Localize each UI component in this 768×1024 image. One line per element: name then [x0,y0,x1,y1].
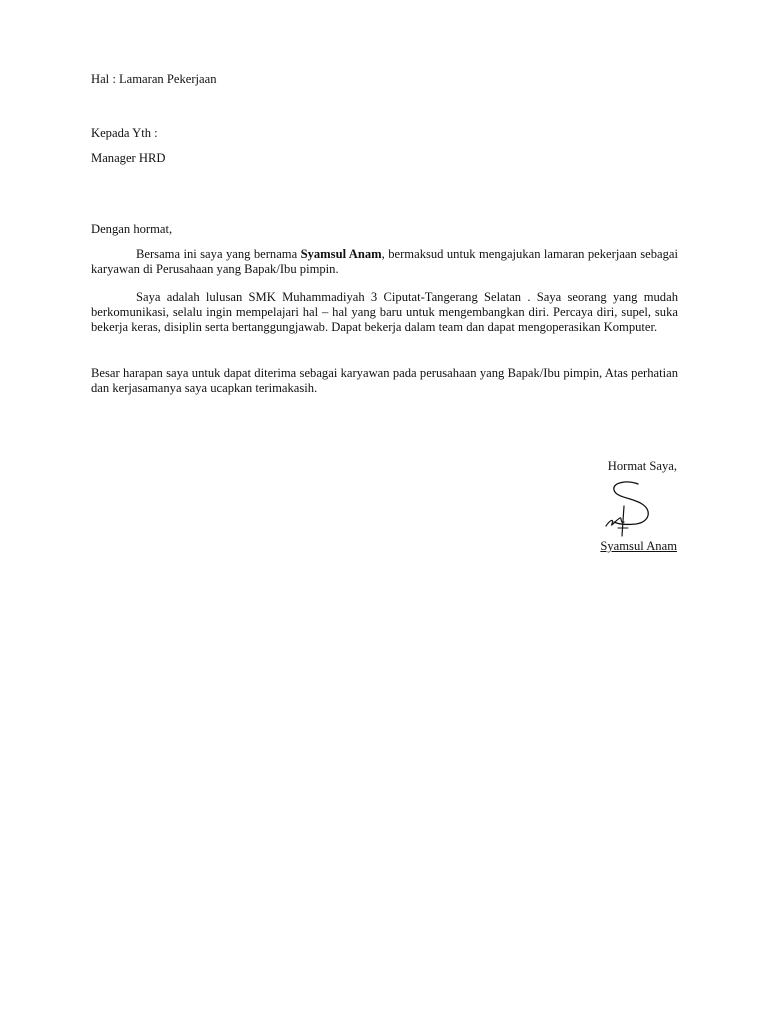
paragraph-1-rest: , bermaksud untuk mengajukan lamaran pekerjaan sebagai karyawan di Perusahaan yang Bapak/Ibu pimpin. [91,247,678,276]
paragraph-2 [91,290,678,335]
closing: Hormat Saya, [607,459,677,473]
paragraph-2-text: Saya adalah lulusan SMK Muhammadiyah 3 Ciputat-Tangerang Selatan . Saya seorang yang mudah berkomunikasi, selalu ingin mempelajari hal – hal yang baru untuk mengembangkan diri. Percaya diri, supel, suka bekerja keras, disiplin serta bertanggungjawab. Dapat bekerja dalam team dan dapat mengoperasikan Komputer. [91,290,678,334]
recipient-line-2: Manager HRD [91,151,166,165]
paragraph-1 [91,247,678,277]
paragraph-1-intro: Bersama ini saya yang bernama [136,247,301,261]
handwritten-signature [600,478,660,538]
letter-subject: Hal : Lamaran Pekerjaan [91,72,217,86]
salutation: Dengan hormat, [91,222,173,236]
applicant-name: Syamsul Anam [300,247,382,261]
signature-name: Syamsul Anam [600,539,677,553]
paragraph-3: Besar harapan saya untuk dapat diterima sebagai karyawan pada perusahaan yang Bapak/Ibu pimpin, Atas perhatian dan kerjasamanya saya ucapkan terimakasih. [91,366,678,395]
recipient-line-1: Kepada Yth : [91,126,158,140]
